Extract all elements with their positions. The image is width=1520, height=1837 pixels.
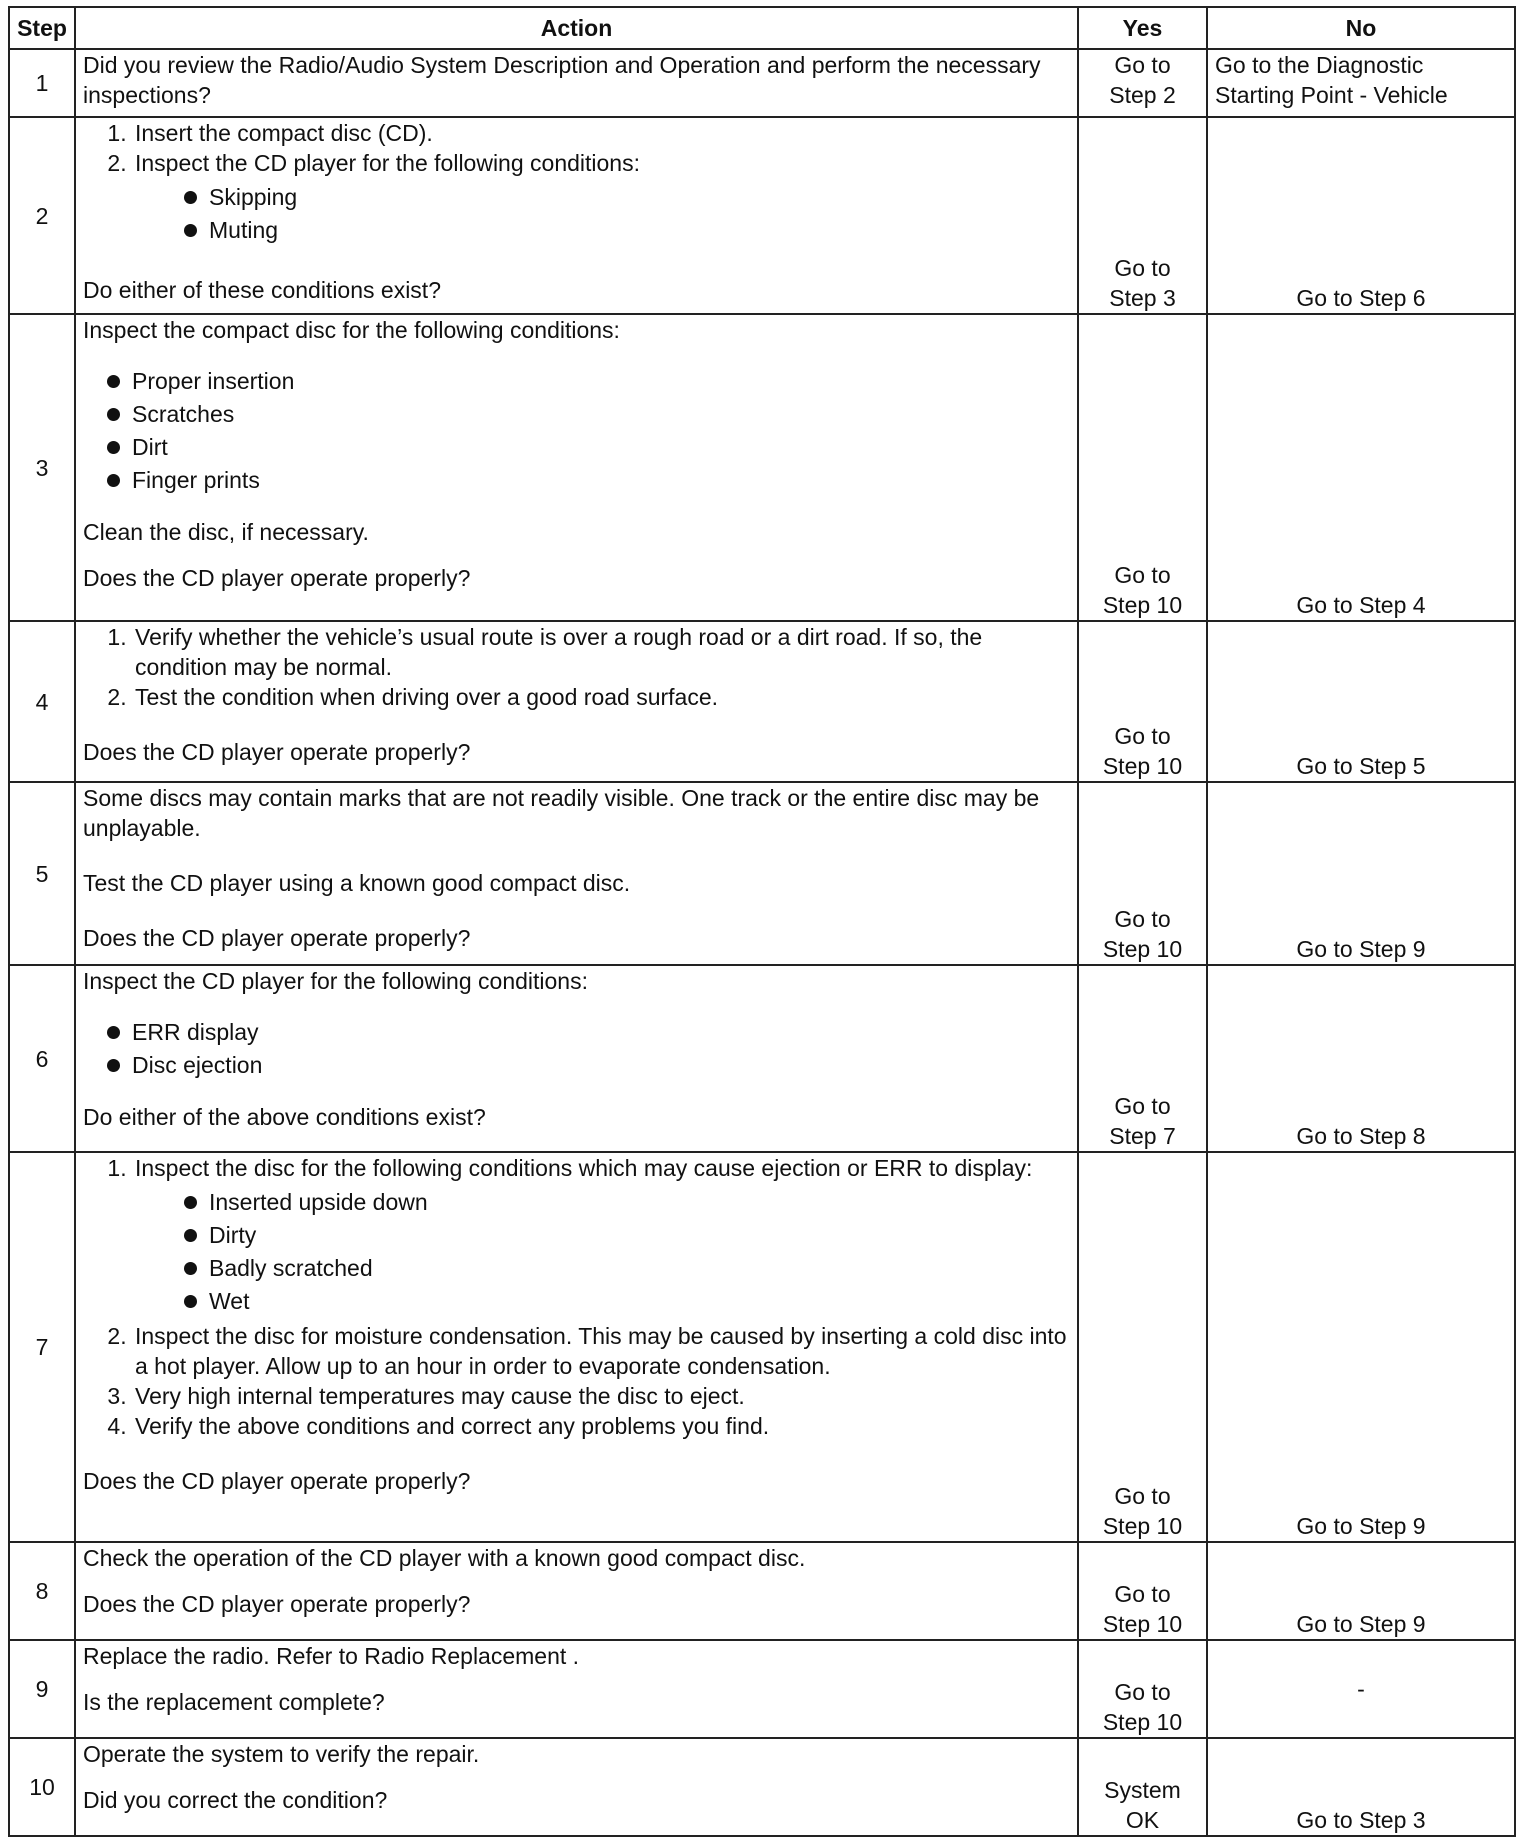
header-yes: Yes — [1078, 7, 1207, 49]
bullet-item: Dirt — [107, 431, 1070, 464]
yes-cell — [1078, 782, 1207, 965]
no-cell: Go to Step 9 — [1207, 782, 1515, 965]
bullet-item: Muting — [184, 214, 1070, 247]
step-number: 1 — [9, 49, 75, 117]
yes-line: Step 10 — [1102, 1611, 1183, 1637]
table-row — [9, 965, 1515, 1152]
bullet-item: Disc ejection — [107, 1049, 1070, 1082]
no-cell: Go to Step 3 — [1207, 1738, 1515, 1836]
no-cell: Go to Step 8 — [1207, 965, 1515, 1152]
bullet-item: ERR display — [107, 1016, 1070, 1049]
header-action: Action — [75, 7, 1078, 49]
yes-line: Go to — [1114, 723, 1171, 749]
no-cell: Go to Step 9 — [1207, 1152, 1515, 1542]
action-intro: Replace the radio. Refer to Radio Replacement . — [83, 1643, 580, 1669]
list-item: 1. Insert the compact disc (CD). — [133, 118, 1070, 148]
action-cell — [75, 117, 1078, 314]
yes-line: Go to — [1114, 1679, 1171, 1705]
action-cell — [75, 621, 1078, 782]
yes-line: Step 3 — [1109, 285, 1176, 311]
bullet-item: Proper insertion — [107, 365, 1070, 398]
table-row — [9, 1738, 1515, 1836]
table-row — [9, 1152, 1515, 1542]
list-item — [133, 148, 1070, 247]
action-cell — [75, 1542, 1078, 1640]
step-number: 2 — [9, 117, 75, 314]
action-question: Do either of these conditions exist? — [83, 277, 441, 303]
table-row — [9, 621, 1515, 782]
step-number: 5 — [9, 782, 75, 965]
action-intro: Operate the system to verify the repair. — [83, 1741, 480, 1767]
action-cell — [75, 1640, 1078, 1738]
numbered-list — [83, 622, 1070, 712]
bullet-item: Finger prints — [107, 464, 1070, 497]
step-number: 6 — [9, 965, 75, 1152]
diagnostic-page — [8, 6, 1514, 1837]
yes-cell — [1078, 621, 1207, 782]
no-cell: Go to Step 5 — [1207, 621, 1515, 782]
no-cell: Go to Step 9 — [1207, 1542, 1515, 1640]
yes-line: Go to — [1114, 255, 1171, 281]
action-question: Is the replacement complete? — [83, 1689, 385, 1715]
bullet-item: Scratches — [107, 398, 1070, 431]
list-item: 4. Verify the above conditions and correct any problems you find. — [133, 1411, 1070, 1441]
action-cell — [75, 49, 1078, 117]
list-item: 3. Very high internal temperatures may cause the disc to eject. — [133, 1381, 1070, 1411]
bullet-list — [83, 365, 1070, 497]
action-question: Does the CD player operate properly? — [83, 925, 471, 951]
action-question: Did you correct the condition? — [83, 1787, 388, 1813]
list-item: 1. Verify whether the vehicle’s usual route is over a rough road or a dirt road. If so, the condition may be normal. — [133, 622, 1070, 682]
yes-line: Step 10 — [1102, 753, 1183, 779]
bullet-list — [135, 1186, 1070, 1318]
action-intro: Inspect the compact disc for the following conditions: — [83, 317, 620, 343]
yes-cell — [1078, 1542, 1207, 1640]
list-item: 2. Test the condition when driving over a good road surface. — [133, 682, 1070, 712]
table-row — [9, 314, 1515, 621]
table-row — [9, 1640, 1515, 1738]
action-question: Does the CD player operate properly? — [83, 565, 471, 591]
yes-line: Go to — [1114, 562, 1171, 588]
yes-line: OK — [1125, 1807, 1160, 1833]
action-question: Does the CD player operate properly? — [83, 1591, 471, 1617]
bullet-item: Skipping — [184, 181, 1070, 214]
list-item: 2. Inspect the disc for moisture condensation. This may be caused by inserting a cold disc into a hot player. Allow up to an hour in order to evaporate condensation. — [133, 1321, 1070, 1381]
action-cell — [75, 782, 1078, 965]
no-cell: Go to Step 4 — [1207, 314, 1515, 621]
bullet-item: Badly scratched — [184, 1252, 1070, 1285]
yes-cell — [1078, 1152, 1207, 1542]
header-no: No — [1207, 7, 1515, 49]
action-intro: Check the operation of the CD player with a known good compact disc. — [83, 1545, 806, 1571]
yes-line: System — [1104, 1777, 1181, 1803]
yes-cell — [1078, 49, 1207, 117]
yes-line: Step 10 — [1102, 936, 1183, 962]
action-question: Does the CD player operate properly? — [83, 739, 471, 765]
action-note: Clean the disc, if necessary. — [83, 519, 369, 545]
step-number: 10 — [9, 1738, 75, 1836]
step-number: 7 — [9, 1152, 75, 1542]
diagnostic-table — [8, 6, 1516, 1837]
yes-line: Step 2 — [1109, 82, 1176, 108]
list-item-text: Inspect the CD player for the following conditions: — [135, 150, 640, 176]
bullet-item: Wet — [184, 1285, 1070, 1318]
table-row — [9, 49, 1515, 117]
table-row — [9, 117, 1515, 314]
bullet-list — [83, 1016, 1070, 1082]
bullet-list — [135, 181, 1070, 247]
bullet-item: Dirty — [184, 1219, 1070, 1252]
action-cell — [75, 314, 1078, 621]
action-cell — [75, 1738, 1078, 1836]
yes-line: Step 7 — [1109, 1123, 1176, 1149]
action-text: Did you review the Radio/Audio System Description and Operation and perform the necessary inspections? — [83, 52, 1041, 108]
header-step: Step — [9, 7, 75, 49]
action-intro: Inspect the CD player for the following conditions: — [83, 968, 588, 994]
list-item — [133, 1153, 1070, 1318]
numbered-list — [83, 118, 1070, 247]
step-number: 3 — [9, 314, 75, 621]
yes-cell — [1078, 965, 1207, 1152]
numbered-list — [83, 1153, 1070, 1441]
step-number: 8 — [9, 1542, 75, 1640]
table-row — [9, 782, 1515, 965]
list-item-text: Inspect the disc for the following conditions which may cause ejection or ERR to display: — [135, 1155, 1033, 1181]
yes-cell — [1078, 1738, 1207, 1836]
table-row — [9, 1542, 1515, 1640]
action-note: Test the CD player using a known good compact disc. — [83, 870, 631, 896]
action-question: Does the CD player operate properly? — [83, 1468, 471, 1494]
yes-line: Step 10 — [1102, 1513, 1183, 1539]
yes-cell — [1078, 314, 1207, 621]
table-header-row — [9, 7, 1515, 49]
yes-line: Go to — [1114, 1581, 1171, 1607]
yes-cell — [1078, 1640, 1207, 1738]
action-intro: Some discs may contain marks that are not readily visible. One track or the entire disc may be unplayable. — [83, 785, 1040, 841]
action-question: Do either of the above conditions exist? — [83, 1104, 486, 1130]
yes-line: Step 10 — [1102, 1709, 1183, 1735]
no-cell: - — [1207, 1640, 1515, 1738]
yes-line: Go to — [1114, 52, 1171, 78]
yes-cell — [1078, 117, 1207, 314]
action-cell — [75, 965, 1078, 1152]
yes-line: Go to — [1114, 906, 1171, 932]
yes-line: Step 10 — [1102, 592, 1183, 618]
bullet-item: Inserted upside down — [184, 1186, 1070, 1219]
step-number: 4 — [9, 621, 75, 782]
yes-line: Go to — [1114, 1483, 1171, 1509]
step-number: 9 — [9, 1640, 75, 1738]
yes-line: Go to — [1114, 1093, 1171, 1119]
no-cell: Go to Step 6 — [1207, 117, 1515, 314]
no-line: Starting Point - Vehicle — [1215, 82, 1448, 108]
no-line: Go to the Diagnostic — [1215, 52, 1424, 78]
action-cell — [75, 1152, 1078, 1542]
no-cell — [1207, 49, 1515, 117]
